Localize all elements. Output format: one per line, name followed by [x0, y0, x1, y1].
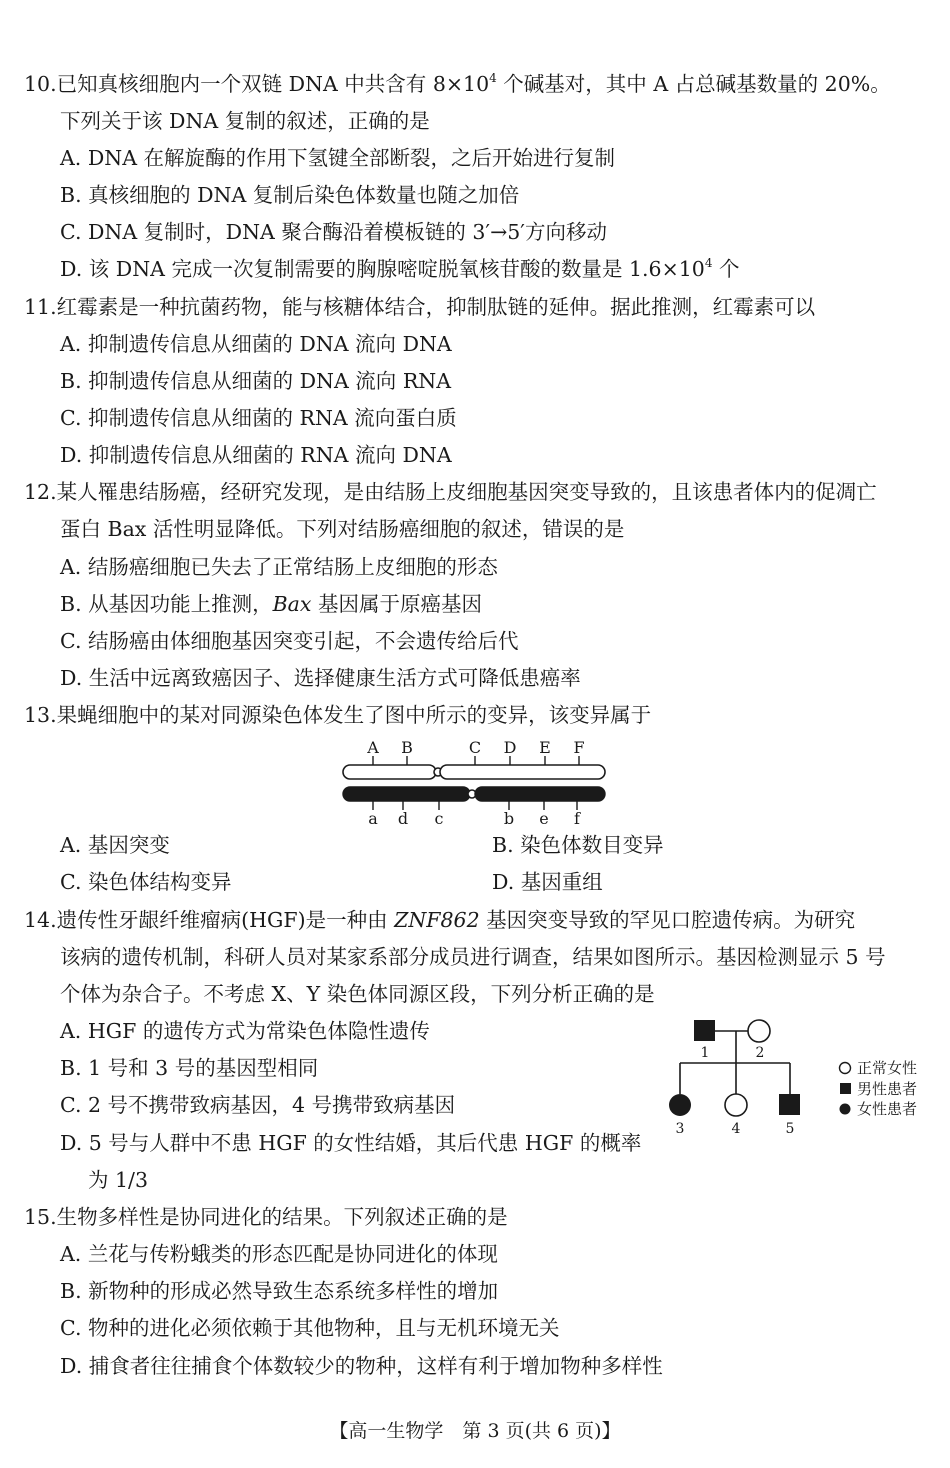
- q14-gene-name: ZNF862: [394, 908, 480, 932]
- q15-stem: 15.生物多样性是协同进化的结果。下列叙述正确的是: [24, 1205, 508, 1229]
- individual-5-affected-male: [779, 1094, 800, 1115]
- number-4: 4: [731, 1121, 741, 1137]
- q13-stem: 13.果蝇细胞中的某对同源染色体发生了图中所示的变异，该变异属于: [24, 703, 652, 727]
- q15-option-c: C. 物种的进化必须依赖于其他物种，且与无机环境无关: [60, 1316, 560, 1340]
- q15-option-a: A. 兰花与传粉蛾类的形态匹配是协同进化的体现: [60, 1242, 498, 1266]
- individual-2-normal-female: [748, 1020, 770, 1042]
- gene-label-B: B: [401, 738, 413, 757]
- q14-option-c: C. 2 号不携带致病基因，4 号携带致病基因: [60, 1093, 456, 1117]
- q10-option-d-exponent: 4: [704, 256, 713, 270]
- gene-label-E: E: [539, 738, 551, 757]
- q12-option-b-text-2: 基因属于原癌基因: [311, 592, 482, 616]
- q10-stem-text-2: 个碱基对，其中 A 占总碱基数量的 20%。: [496, 72, 891, 96]
- q12-option-b-text: B. 从基因功能上推测，: [60, 592, 273, 616]
- gene-label-f: f: [574, 809, 580, 828]
- q11-option-b: B. 抑制遗传信息从细菌的 DNA 流向 RNA: [60, 369, 452, 393]
- gene-label-A: A: [367, 738, 379, 757]
- q13-option-a: A. 基因突变: [60, 833, 170, 857]
- q14-option-b: B. 1 号和 3 号的基因型相同: [60, 1056, 319, 1080]
- legend-normal-female-icon: [840, 1063, 851, 1074]
- bottom-gene-labels: [368, 809, 581, 828]
- gene-label-b: b: [503, 809, 515, 828]
- gene-label-F: F: [573, 738, 585, 757]
- q12-stem-line1: 12.某人罹患结肠癌，经研究发现，是由结肠上皮细胞基因突变导致的，且该患者体内的促凋亡: [24, 480, 877, 504]
- q12-option-a: A. 结肠癌细胞已失去了正常结肠上皮细胞的形态: [60, 555, 498, 579]
- gene-label-D: D: [503, 738, 517, 757]
- individual-3-affected-female: [669, 1094, 691, 1116]
- individual-4-normal-female: [725, 1094, 747, 1116]
- q10-option-d-text-2: 个: [712, 257, 740, 281]
- q10-option-d-text: D. 该 DNA 完成一次复制需要的胸腺嘧啶脱氧核苷酸的数量是 1.6×10: [60, 257, 705, 281]
- q13-option-b: B. 染色体数目变异: [492, 833, 664, 857]
- pedigree-numbers: [676, 1045, 795, 1137]
- top-gene-ticks: [373, 756, 579, 765]
- q10-stem-text: 10.已知真核细胞内一个双链 DNA 中共含有 8×10: [24, 72, 490, 96]
- q14-stem-line1: [24, 906, 855, 934]
- top-gene-labels: [366, 738, 584, 757]
- q10-option-c: C. DNA 复制时，DNA 聚合酶沿着模板链的 3′→5′方向移动: [60, 220, 607, 244]
- legend-affected-female: 女性患者: [857, 1100, 918, 1118]
- page-footer: 【高一生物学 第 3 页(共 6 页)】: [329, 1420, 621, 1442]
- q10-option-d: [60, 255, 740, 283]
- legend-affected-male-icon: [840, 1083, 851, 1094]
- number-5: 5: [785, 1121, 795, 1137]
- gene-label-d: d: [397, 809, 409, 828]
- legend-affected-male: 男性患者: [857, 1080, 918, 1098]
- q15-option-d: D. 捕食者往往捕食个体数较少的物种，这样有利于增加物种多样性: [60, 1354, 663, 1378]
- top-chromosome-right-arm: [440, 765, 605, 779]
- legend-normal-female: 正常女性: [857, 1059, 918, 1077]
- number-3: 3: [675, 1121, 685, 1137]
- q14-option-d-line1: D. 5 号与人群中不患 HGF 的女性结婚，其后代患 HGF 的概率: [60, 1131, 642, 1155]
- q11-option-c: C. 抑制遗传信息从细菌的 RNA 流向蛋白质: [60, 406, 457, 430]
- q12-option-d: D. 生活中远离致癌因子、选择健康生活方式可降低患癌率: [60, 666, 581, 690]
- q10-stem-line1: [24, 70, 891, 98]
- number-1: 1: [700, 1045, 710, 1061]
- q11-option-d: D. 抑制遗传信息从细菌的 RNA 流向 DNA: [60, 443, 452, 467]
- gene-label-a: a: [368, 809, 378, 828]
- q14-stem-line3: 个体为杂合子。不考虑 X、Y 染色体同源区段，下列分析正确的是: [60, 982, 655, 1006]
- q15-option-b: B. 新物种的形成必然导致生态系统多样性的增加: [60, 1279, 499, 1303]
- q12-stem-line2: 蛋白 Bax 活性明显降低。下列对结肠癌细胞的叙述，错误的是: [60, 517, 625, 541]
- bottom-chromosome-left-arm: [343, 787, 470, 801]
- q12-option-b-gene: Bax: [272, 592, 312, 616]
- q14-stem-line2: 该病的遗传机制，科研人员对某家系部分成员进行调查，结果如图所示。基因检测显示 5 号: [60, 945, 886, 969]
- top-chromosome-left-arm: [343, 765, 436, 779]
- q14-stem-text-2: 基因突变导致的罕见口腔遗传病。为研究: [479, 908, 856, 932]
- q11-option-a: A. 抑制遗传信息从细菌的 DNA 流向 DNA: [60, 332, 452, 356]
- q14-option-d-line2: 为 1/3: [88, 1168, 149, 1192]
- gene-label-e: e: [539, 809, 549, 828]
- individual-1-affected-male: [694, 1020, 715, 1041]
- bottom-chromosome-right-arm: [475, 787, 605, 801]
- q12-option-b: [60, 590, 482, 618]
- q14-option-a: A. HGF 的遗传方式为常染色体隐性遗传: [60, 1019, 430, 1043]
- q13-option-c: C. 染色体结构变异: [60, 870, 232, 894]
- q10-exponent: 4: [489, 71, 497, 85]
- q11-stem: 11.红霉素是一种抗菌药物，能与核糖体结合，抑制肽链的延伸。据此推测，红霉素可以: [24, 295, 816, 319]
- q10-option-a: A. DNA 在解旋酶的作用下氢键全部断裂，之后开始进行复制: [60, 146, 616, 170]
- q10-option-b: B. 真核细胞的 DNA 复制后染色体数量也随之加倍: [60, 183, 520, 207]
- q14-stem-text: 14.遗传性牙龈纤维瘤病(HGF)是一种由: [24, 908, 395, 932]
- q13-option-d: D. 基因重组: [492, 870, 603, 894]
- legend-affected-female-icon: [840, 1104, 851, 1115]
- gene-label-c: c: [434, 809, 444, 828]
- chromosome-diagram: [335, 738, 620, 830]
- q10-stem-line2: 下列关于该 DNA 复制的叙述，正确的是: [60, 109, 430, 133]
- gene-label-C: C: [468, 738, 482, 757]
- pedigree-diagram: [660, 1015, 935, 1140]
- number-2: 2: [755, 1045, 765, 1061]
- q12-option-c: C. 结肠癌由体细胞基因突变引起，不会遗传给后代: [60, 629, 519, 653]
- pedigree-legend: [857, 1059, 917, 1118]
